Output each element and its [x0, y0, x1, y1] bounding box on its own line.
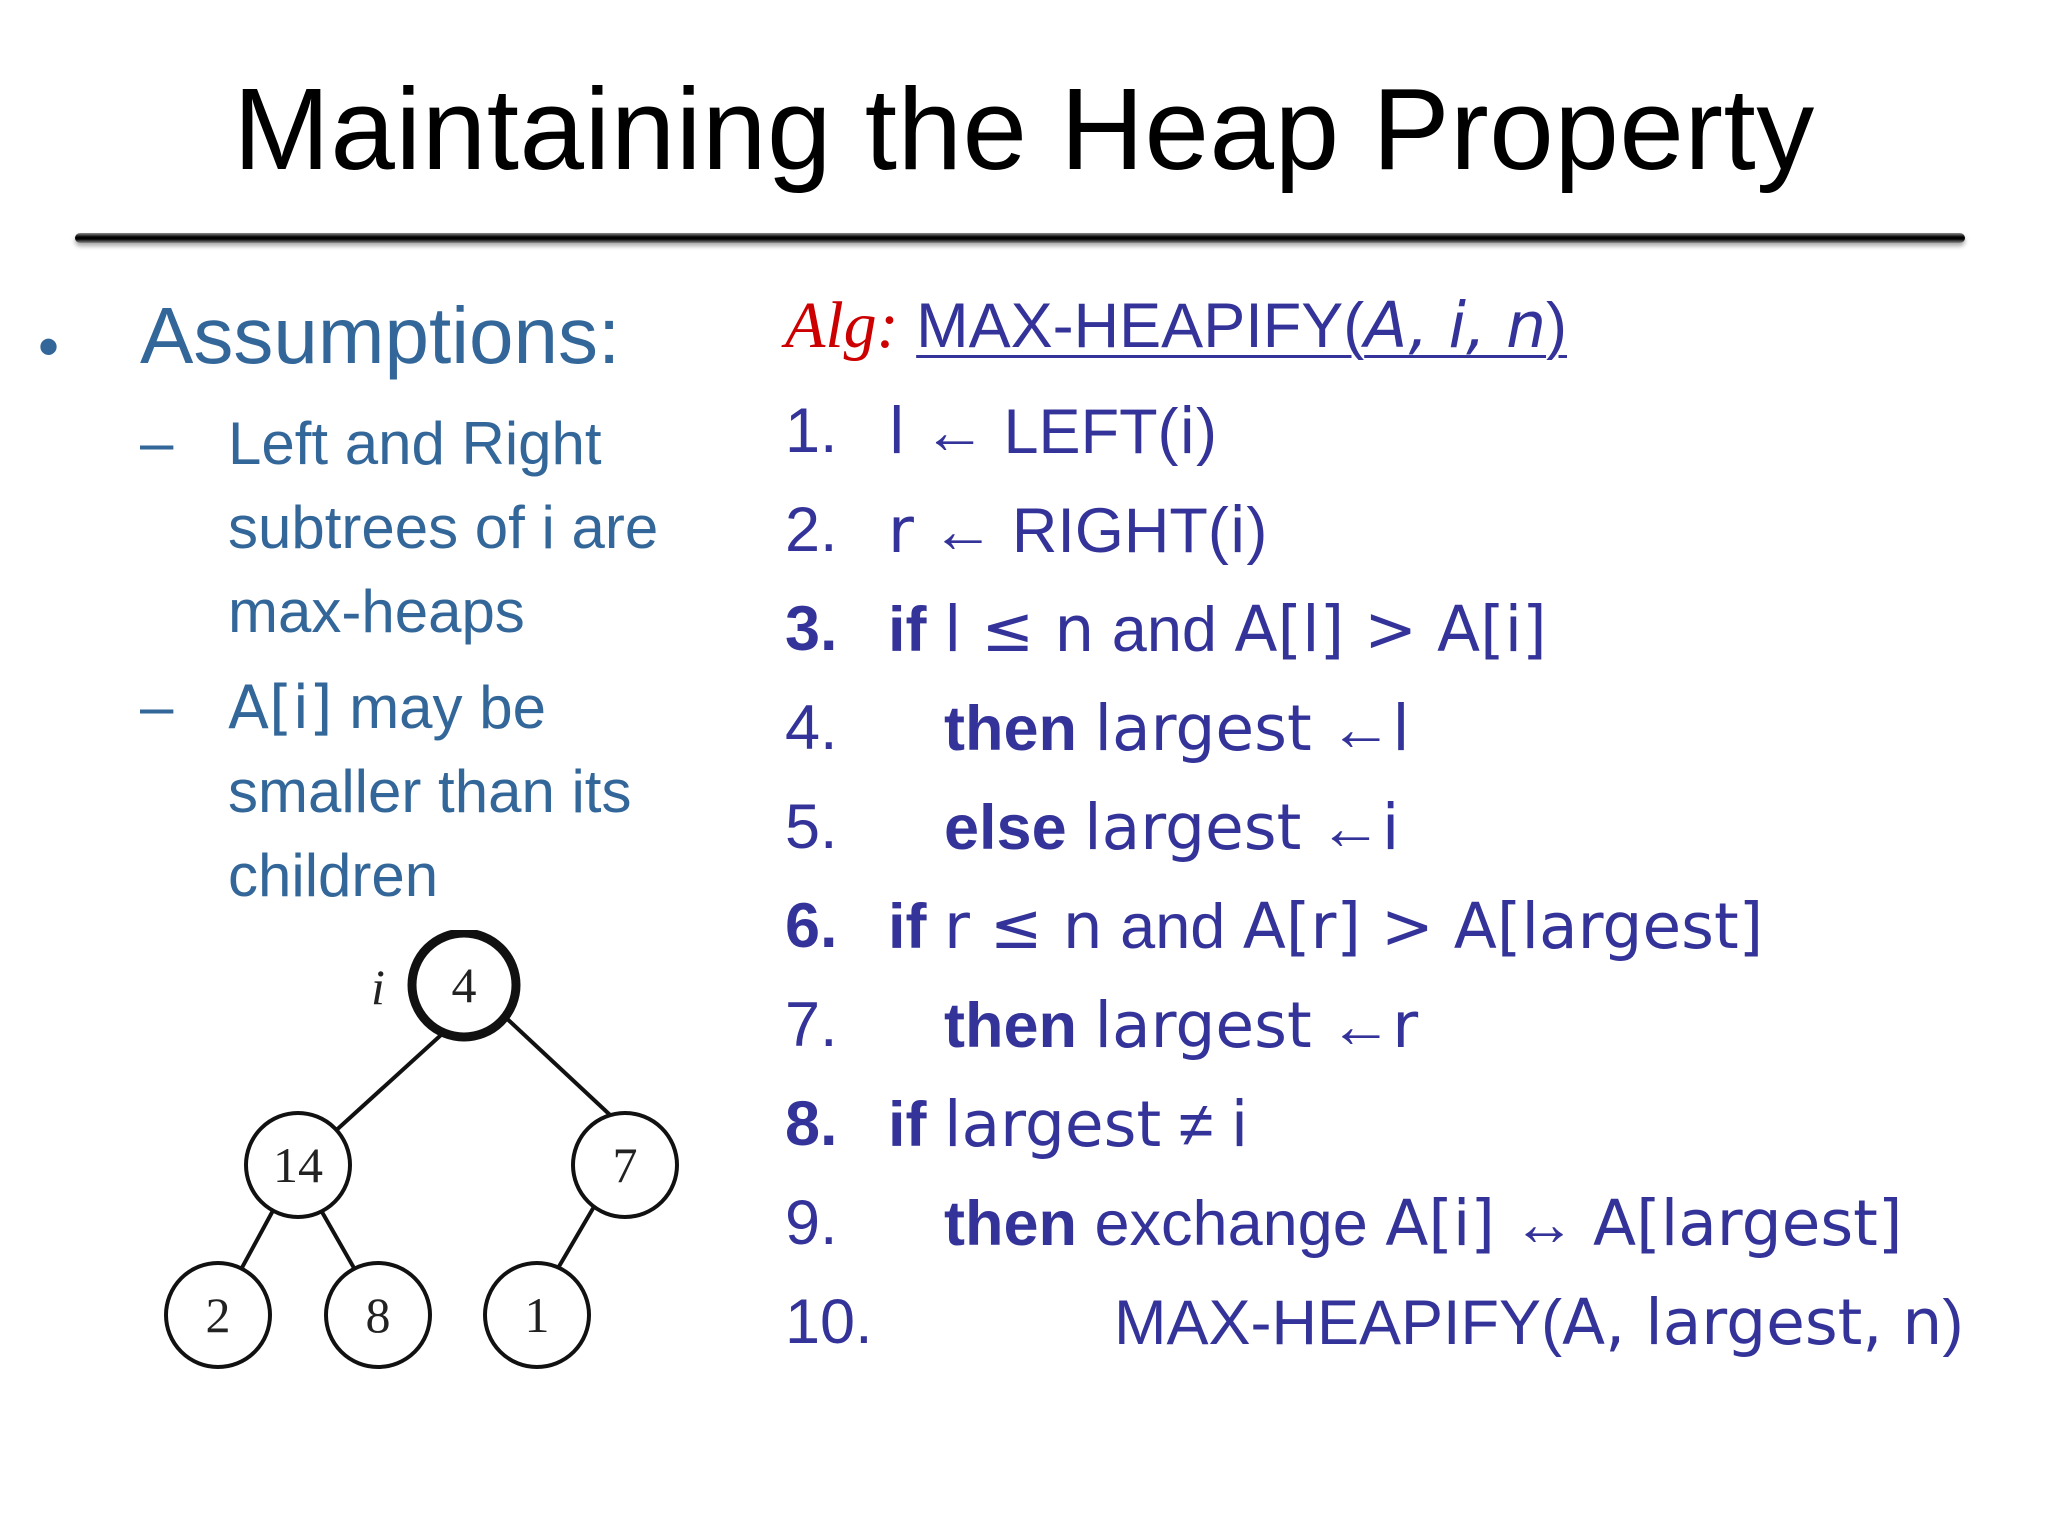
code-line-9-b: A[i]: [1385, 1187, 1495, 1260]
code-line-10-b: A, largest, n: [1562, 1286, 1943, 1359]
node-value-right: 7: [612, 1137, 638, 1193]
code-line-3-kw: if: [888, 595, 944, 665]
line-number-8: 8.: [785, 1089, 838, 1159]
alg-prefix: Alg:: [785, 289, 899, 362]
line-number-10: 10.: [785, 1287, 873, 1357]
code-line-4-c: l: [1392, 692, 1410, 765]
code-line-4-a: largest: [1094, 692, 1312, 765]
assumption-1-line2: subtrees of i are: [228, 494, 659, 561]
code-line-2-d: ): [1246, 496, 1268, 566]
alg-name-text: MAX-HEAPIFY(: [916, 291, 1365, 361]
dash-bullet-2: –: [140, 673, 174, 740]
code-line-8: [888, 1088, 1248, 1161]
alg-close: ): [1546, 291, 1567, 361]
assumption-2: [228, 666, 631, 918]
code-line-3-b: and: [1094, 595, 1235, 665]
node-value-left-right: 8: [365, 1287, 391, 1343]
code-line-7: [944, 989, 1418, 1062]
code-line-6-kw: if: [888, 892, 944, 962]
edge-7-1: [554, 1205, 595, 1275]
assumption-2-line2: smaller than its: [228, 758, 632, 825]
code-line-7-kw: then: [944, 991, 1095, 1061]
line-number-7: 7.: [785, 990, 838, 1060]
code-line-9-c: ↔: [1495, 1189, 1594, 1259]
code-line-9: [944, 1187, 1902, 1260]
edge-14-8: [318, 1205, 358, 1275]
assumption-2-line3: children: [228, 842, 439, 909]
line-number-2: 2.: [785, 495, 838, 565]
code-line-5-a: largest: [1084, 791, 1302, 864]
algorithm-header: [785, 288, 1567, 364]
node-value-root: 4: [451, 957, 477, 1013]
slide-title: Maintaining the Heap Property: [233, 64, 1815, 194]
line-number-9: 9.: [785, 1188, 838, 1258]
alg-name: [916, 291, 1567, 361]
code-line-2: [888, 494, 1267, 567]
node-value-right-left: 1: [524, 1287, 550, 1343]
line-number-3: 3.: [785, 594, 838, 664]
code-line-3-c: A[l] > A[i]: [1234, 593, 1547, 666]
assumption-2-line1: [228, 666, 631, 750]
code-line-8-b: ≠: [1161, 1090, 1231, 1160]
code-line-2-c: i: [1228, 494, 1247, 567]
code-line-10-a: MAX-HEAPIFY(: [1114, 1288, 1563, 1358]
code-line-5-kw: else: [944, 793, 1085, 863]
dash-bullet-1: –: [140, 409, 174, 476]
heap-tree-diagram: [150, 930, 710, 1400]
code-line-10-c: ): [1942, 1288, 1964, 1358]
assumption-1-line3: max-heaps: [228, 578, 525, 645]
line-number-6: 6.: [785, 891, 838, 961]
code-line-10: [1114, 1286, 1963, 1359]
code-line-8-a: largest: [944, 1088, 1162, 1161]
code-line-4-kw: then: [944, 694, 1095, 764]
code-line-4-b: ←: [1311, 694, 1393, 764]
assumption-2-text: may be: [332, 674, 546, 741]
assumption-2-var: A[i]: [228, 673, 333, 743]
code-line-1-b: ← LEFT(: [905, 397, 1179, 467]
assumption-1: [228, 402, 658, 654]
code-line-5-b: ←: [1301, 793, 1382, 863]
code-line-2-a: r: [888, 494, 914, 567]
code-line-1-a: l: [888, 395, 906, 468]
code-line-3: [888, 593, 1547, 666]
node-value-left: 14: [273, 1137, 323, 1193]
code-line-4: [944, 692, 1410, 765]
alg-args: A, i, n: [1364, 289, 1547, 362]
code-line-6-a: r ≤ n: [944, 890, 1103, 963]
code-line-9-d: A[largest]: [1593, 1187, 1903, 1260]
assumptions-heading: Assumptions:: [140, 291, 621, 380]
node-label-i: i: [371, 959, 385, 1015]
code-line-6-b: and: [1102, 892, 1243, 962]
code-line-6-c: A[r] > A[largest]: [1242, 890, 1764, 963]
code-line-1-c: i: [1178, 395, 1197, 468]
code-line-7-c: r: [1392, 989, 1419, 1062]
node-value-left-left: 2: [205, 1287, 231, 1343]
code-line-1: [888, 395, 1217, 468]
bullet-dot-icon: •: [38, 313, 60, 380]
line-number-4: 4.: [785, 693, 838, 763]
code-line-7-b: ←: [1311, 991, 1393, 1061]
line-number-5: 5.: [785, 792, 838, 862]
code-line-9-kw: then: [944, 1189, 1095, 1259]
code-line-7-a: largest: [1094, 989, 1312, 1062]
assumption-1-line1: Left and Right: [228, 410, 602, 477]
code-line-8-kw: if: [888, 1090, 944, 1160]
title-divider: [75, 233, 1965, 243]
code-line-5: [944, 791, 1399, 864]
line-number-1: 1.: [785, 396, 838, 466]
code-line-9-a: exchange: [1094, 1189, 1386, 1259]
code-line-8-c: i: [1230, 1088, 1249, 1161]
edge-4-7: [503, 1015, 624, 1128]
code-line-2-b: ← RIGHT(: [913, 496, 1229, 566]
edge-14-2: [238, 1205, 276, 1275]
code-line-3-a: l ≤ n: [944, 593, 1095, 666]
code-line-6: [888, 890, 1763, 963]
code-line-5-c: i: [1381, 791, 1400, 864]
code-line-1-d: ): [1196, 397, 1218, 467]
